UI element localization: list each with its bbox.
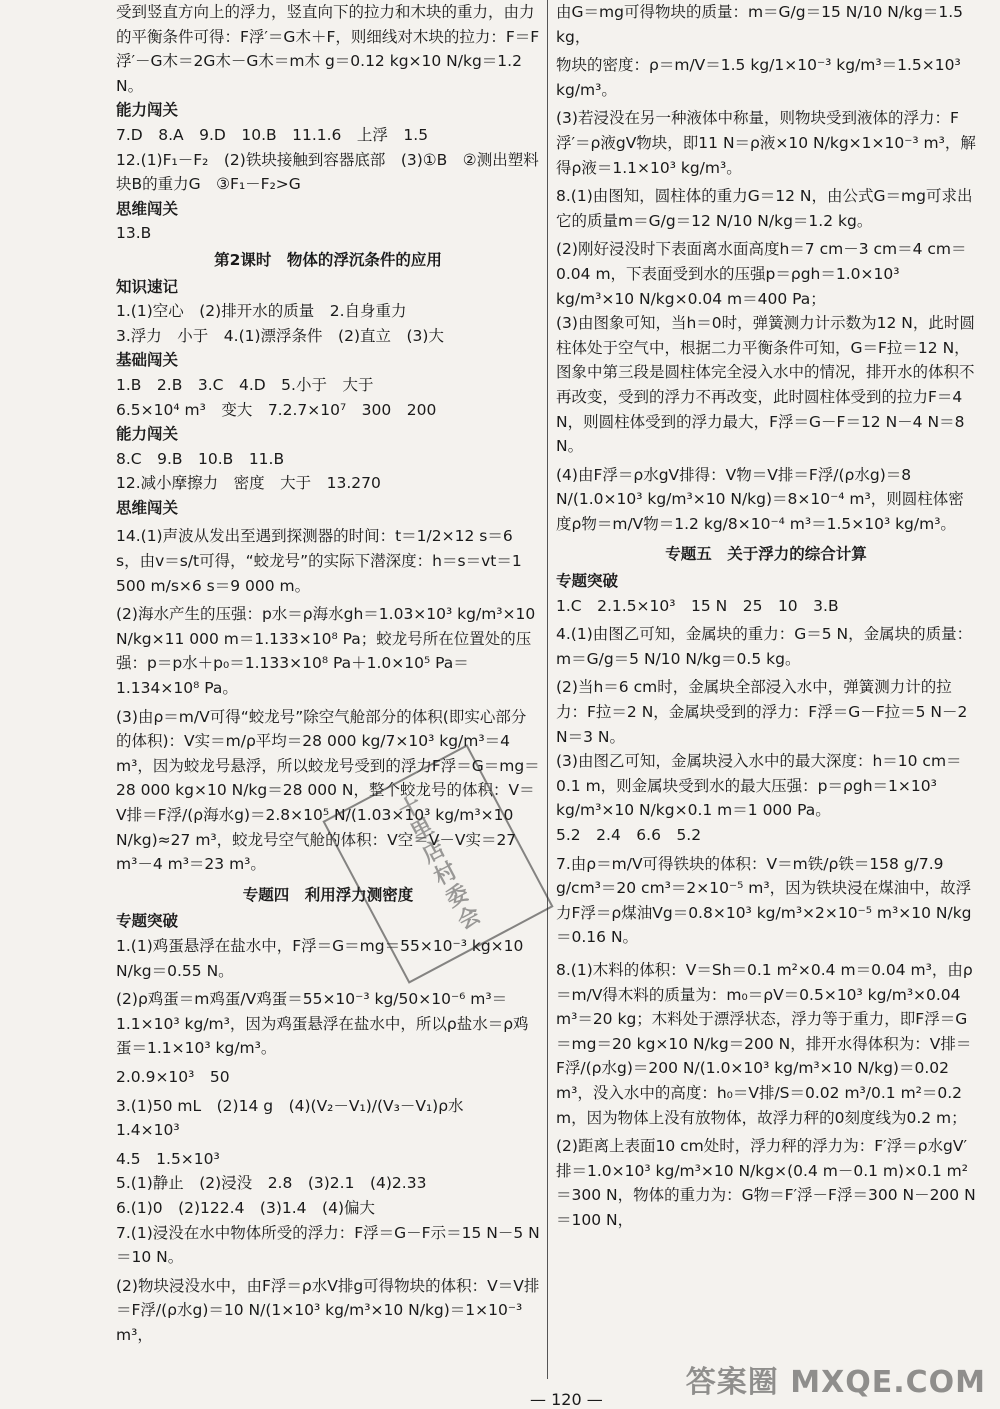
answer-paragraph: 受到竖直方向上的浮力，竖直向下的拉力和木块的重力，由力的平衡条件可得：F浮′＝G木＋F，则细线对木块的拉力：F＝F浮′－G木＝2G木－G木＝m木 g＝0.12 kg×10 N/kg＝1.2 N。 — [116, 3, 540, 95]
answer-paragraph: 4.5 1.5×10³ — [116, 1149, 220, 1168]
answer-paragraph: (2)距离上表面10 cm处时，浮力秤的浮力为：F′浮＝ρ水gV′排＝1.0×10³ kg/m³×10 N/kg×(0.4 m－0.1 m)×0.1 m²＝300 N，物体的重力为：G物＝F′浮－F浮＝300 N－200 N＝100 N， — [556, 1137, 976, 1229]
answer-paragraph: (3)由图象可知，当h＝0时，弹簧测力计示数为12 N，此时圆柱体处于空气中，根据二力平衡条件可知，G＝F拉＝12 N，图象中第三段是圆柱体完全浸入水中的情况，排开水的体积不再改变，受到的浮力不再改变，此时圆柱体受到的拉力F＝4 N，则圆柱体受到的浮力最大，F浮＝G－F＝12 N－4 N＝8 N。 — [556, 314, 975, 456]
section-heading: 思维闯关 — [116, 498, 179, 517]
answer-paragraph: 14.(1)声波从发出至遇到探测器的时间：t＝1/2×12 s＝6 s，由v＝s/t可得，“蛟龙号”的实际下潜深度：h＝s＝vt＝1 500 m/s×6 s＝9 000 m。 — [116, 527, 522, 595]
answer-paragraph: 7.(1)浸没在水中物体所受的浮力：F浮＝G－F示＝15 N－5 N＝10 N。 — [116, 1223, 540, 1267]
answer-paragraph: 1.(1)鸡蛋悬浮在盐水中，F浮＝G＝mg＝55×10⁻³ kg×10 N/kg＝0.55 N。 — [116, 936, 524, 980]
answer-paragraph: 6.5×10⁴ m³ 变大 7.2.7×10⁷ 300 200 — [116, 400, 437, 419]
answer-paragraph: 6.(1)0 (2)122.4 (3)1.4 (4)偏大 — [116, 1198, 375, 1217]
answer-paragraph: 12.减小摩擦力 密度 大于 13.270 — [116, 474, 381, 493]
right-column — [556, 0, 976, 1379]
answer-paragraph: 3.浮力 小于 4.(1)漂浮条件 (2)直立 (3)大 — [116, 326, 444, 345]
section-heading: 思维闯关 — [116, 199, 179, 218]
section-heading: 能力闯关 — [116, 425, 179, 444]
chapter-title: 第2课时 物体的浮沉条件的应用 — [214, 250, 442, 269]
answer-paragraph: (3)若浸没在另一种液体中称量，则物块受到液体的浮力：F浮′＝ρ液gV物块，即11 N＝ρ液×10 N/kg×1×10⁻³ m³，解得ρ液＝1.1×10³ kg/m³。 — [556, 109, 976, 177]
section-heading: 专题突破 — [556, 572, 619, 591]
column-divider — [547, 0, 548, 1379]
answer-paragraph: 12.(1)F₁－F₂ (2)铁块接触到容器底部 (3)①B ②测出塑料块B的重力G ③F₁－F₂>G — [116, 150, 539, 194]
section-heading: 知识速记 — [116, 277, 179, 296]
answer-paragraph: 2.0.9×10³ 50 — [116, 1067, 230, 1086]
answer-paragraph: 1.(1)空心 (2)排开水的质量 2.自身重力 — [116, 302, 407, 321]
answer-paragraph: (2)物块浸没水中，由F浮＝ρ水V排g可得物块的体积：V＝V排＝F浮/(ρ水g)＝10 N/(1×10³ kg/m³×10 N/kg)＝1×10⁻³ m³， — [116, 1276, 540, 1344]
answer-paragraph: 5.(1)静止 (2)浸没 2.8 (3)2.1 (4)2.33 — [116, 1174, 427, 1193]
answer-paragraph: (4)由F浮＝ρ水gV排得：V物＝V排＝F浮/(ρ水g)＝8 N/(1.0×10³ kg/m³×10 N/kg)＝8×10⁻⁴ m³，则圆柱体密度ρ物＝m/V物＝1.2 kg/8×10⁻⁴ m³＝1.5×10³ kg/m³。 — [556, 465, 964, 533]
section-heading: 基础闯关 — [116, 351, 179, 370]
answer-paragraph: (2)当h＝6 cm时，金属块全部浸入水中，弹簧测力计的拉力：F拉＝2 N，金属块受到的浮力：F浮＝G－F拉＝5 N－2 N＝3 N。 — [556, 678, 968, 746]
section-heading: 专题突破 — [116, 912, 179, 931]
answer-paragraph: 1.C 2.1.5×10³ 15 N 25 10 3.B — [556, 596, 839, 615]
answer-paragraph: (3)由图乙可知，金属块浸入水中的最大深度：h＝10 cm＝0.1 m，则金属块受到水的最大压强：p＝ρgh＝1×10³ kg/m³×10 N/kg×0.1 m＝1 000 Pa。 — [556, 752, 962, 820]
answer-paragraph: 3.(1)50 mL (2)14 g (4)(V₂－V₁)/(V₃－V₁)ρ水 1.4×10³ — [116, 1096, 480, 1140]
left-column — [116, 0, 540, 1379]
answer-paragraph: 由G＝mg可得物块的质量：m＝G/g＝15 N/10 N/kg＝1.5 kg， — [556, 3, 964, 46]
answer-paragraph: 物块的密度：ρ＝m/V＝1.5 kg/1×10⁻³ kg/m³＝1.5×10³ kg/m³。 — [556, 56, 961, 99]
answer-paragraph: 5.2 2.4 6.6 5.2 — [556, 826, 702, 844]
stamp: 十里店村委会 — [322, 744, 553, 983]
answer-paragraph: 8.(1)木料的体积：V＝Sh＝0.1 m²×0.4 m＝0.04 m³，由ρ＝m/V得木料的质量为：m₀＝ρV＝0.5×10³ kg/m³×0.04 m³＝20 kg；木料处于漂浮状态，浮力等于重力，即F浮＝G＝mg＝20 kg×10 N/kg＝200 N，排开水得体积为：V排＝F浮/(ρ水g)＝200 N/(1.0×10³ kg/m³×10 N/kg)＝0.02 m³，没入水中的高度：h₀＝V排/S＝0.02 m³/0.1 m²＝0.2 m，因为物体上没有放物体，故浮力秤的0刻度线为0.2 m； — [556, 960, 973, 1127]
answer-paragraph: 7.由ρ＝m/V可得铁块的体积：V＝m铁/ρ铁＝158 g/7.9 g/cm³＝20 cm³＝2×10⁻⁵ m³，因为铁块浸在煤油中，故浮力F浮＝ρ煤油Vg＝0.8×10³ kg/m³×2×10⁻⁵ m³×10 N/kg＝0.16 N。 — [556, 854, 972, 947]
page-number: — 120 — — [530, 1390, 603, 1409]
answer-paragraph: (2)ρ鸡蛋＝m鸡蛋/V鸡蛋＝55×10⁻³ kg/50×10⁻⁶ m³＝1.1×10³ kg/m³，因为鸡蛋悬浮在盐水中，所以ρ盐水＝ρ鸡蛋＝1.1×10³ kg/m³。 — [116, 990, 529, 1058]
answer-paragraph: (3)由ρ＝m/V可得“蛟龙号”除空气舱部分的体积(即实心部分的体积)：V实＝m/ρ平均＝28 000 kg/7×10³ kg/m³＝4 m³，因为蛟龙号悬浮，所以蛟龙号受到的浮力F浮＝G＝mg＝28 000 kg×10 N/kg＝28 000 N，整个蛟龙号的体积：V＝V排＝F浮/(ρ海水g)＝2.8×10⁵ N/(1.03×10³ kg/m³×10 N/kg)≈27 m³，蛟龙号空气舱的体积：V空＝V－V实＝27 m³－4 m³＝23 m³。 — [116, 707, 540, 874]
answer-paragraph: 8.(1)由图知，圆柱体的重力G＝12 N，由公式G＝mg可求出它的质量m＝G/g＝12 N/10 N/kg＝1.2 kg。 — [556, 187, 973, 230]
answer-paragraph: 13.B — [116, 224, 152, 243]
answer-paragraph: 4.(1)由图乙可知，金属块的重力：G＝5 N，金属块的质量：m＝G/g＝5 N/10 N/kg＝0.5 kg。 — [556, 625, 973, 668]
watermark: 答案圈 MXQE.COM — [685, 1365, 986, 1400]
chapter-title: 专题五 关于浮力的综合计算 — [665, 545, 867, 564]
answer-paragraph: (2)刚好浸没时下表面离水面高度h＝7 cm－3 cm＝4 cm＝0.04 m，下表面受到水的压强p＝ρgh＝1.0×10³ kg/m³×10 N/kg×0.04 m＝400 Pa； — [556, 240, 967, 308]
answer-paragraph: 1.B 2.B 3.C 4.D 5.小于 大于 — [116, 375, 374, 394]
answer-paragraph: 8.C 9.B 10.B 11.B — [116, 449, 285, 468]
section-heading: 能力闯关 — [116, 101, 179, 120]
answer-paragraph: 7.D 8.A 9.D 10.B 11.1.6 上浮 1.5 — [116, 125, 429, 144]
answer-paragraph: (2)海水产生的压强：p水＝ρ海水gh＝1.03×10³ kg/m³×10 N/kg×11 000 m＝1.133×10⁸ Pa；蛟龙号所在位置处的压强：p＝p水＋p₀＝1.133×10⁸ Pa＋1.0×10⁵ Pa＝1.134×10⁸ Pa。 — [116, 605, 536, 698]
chapter-title: 专题四 利用浮力测密度 — [242, 885, 414, 904]
